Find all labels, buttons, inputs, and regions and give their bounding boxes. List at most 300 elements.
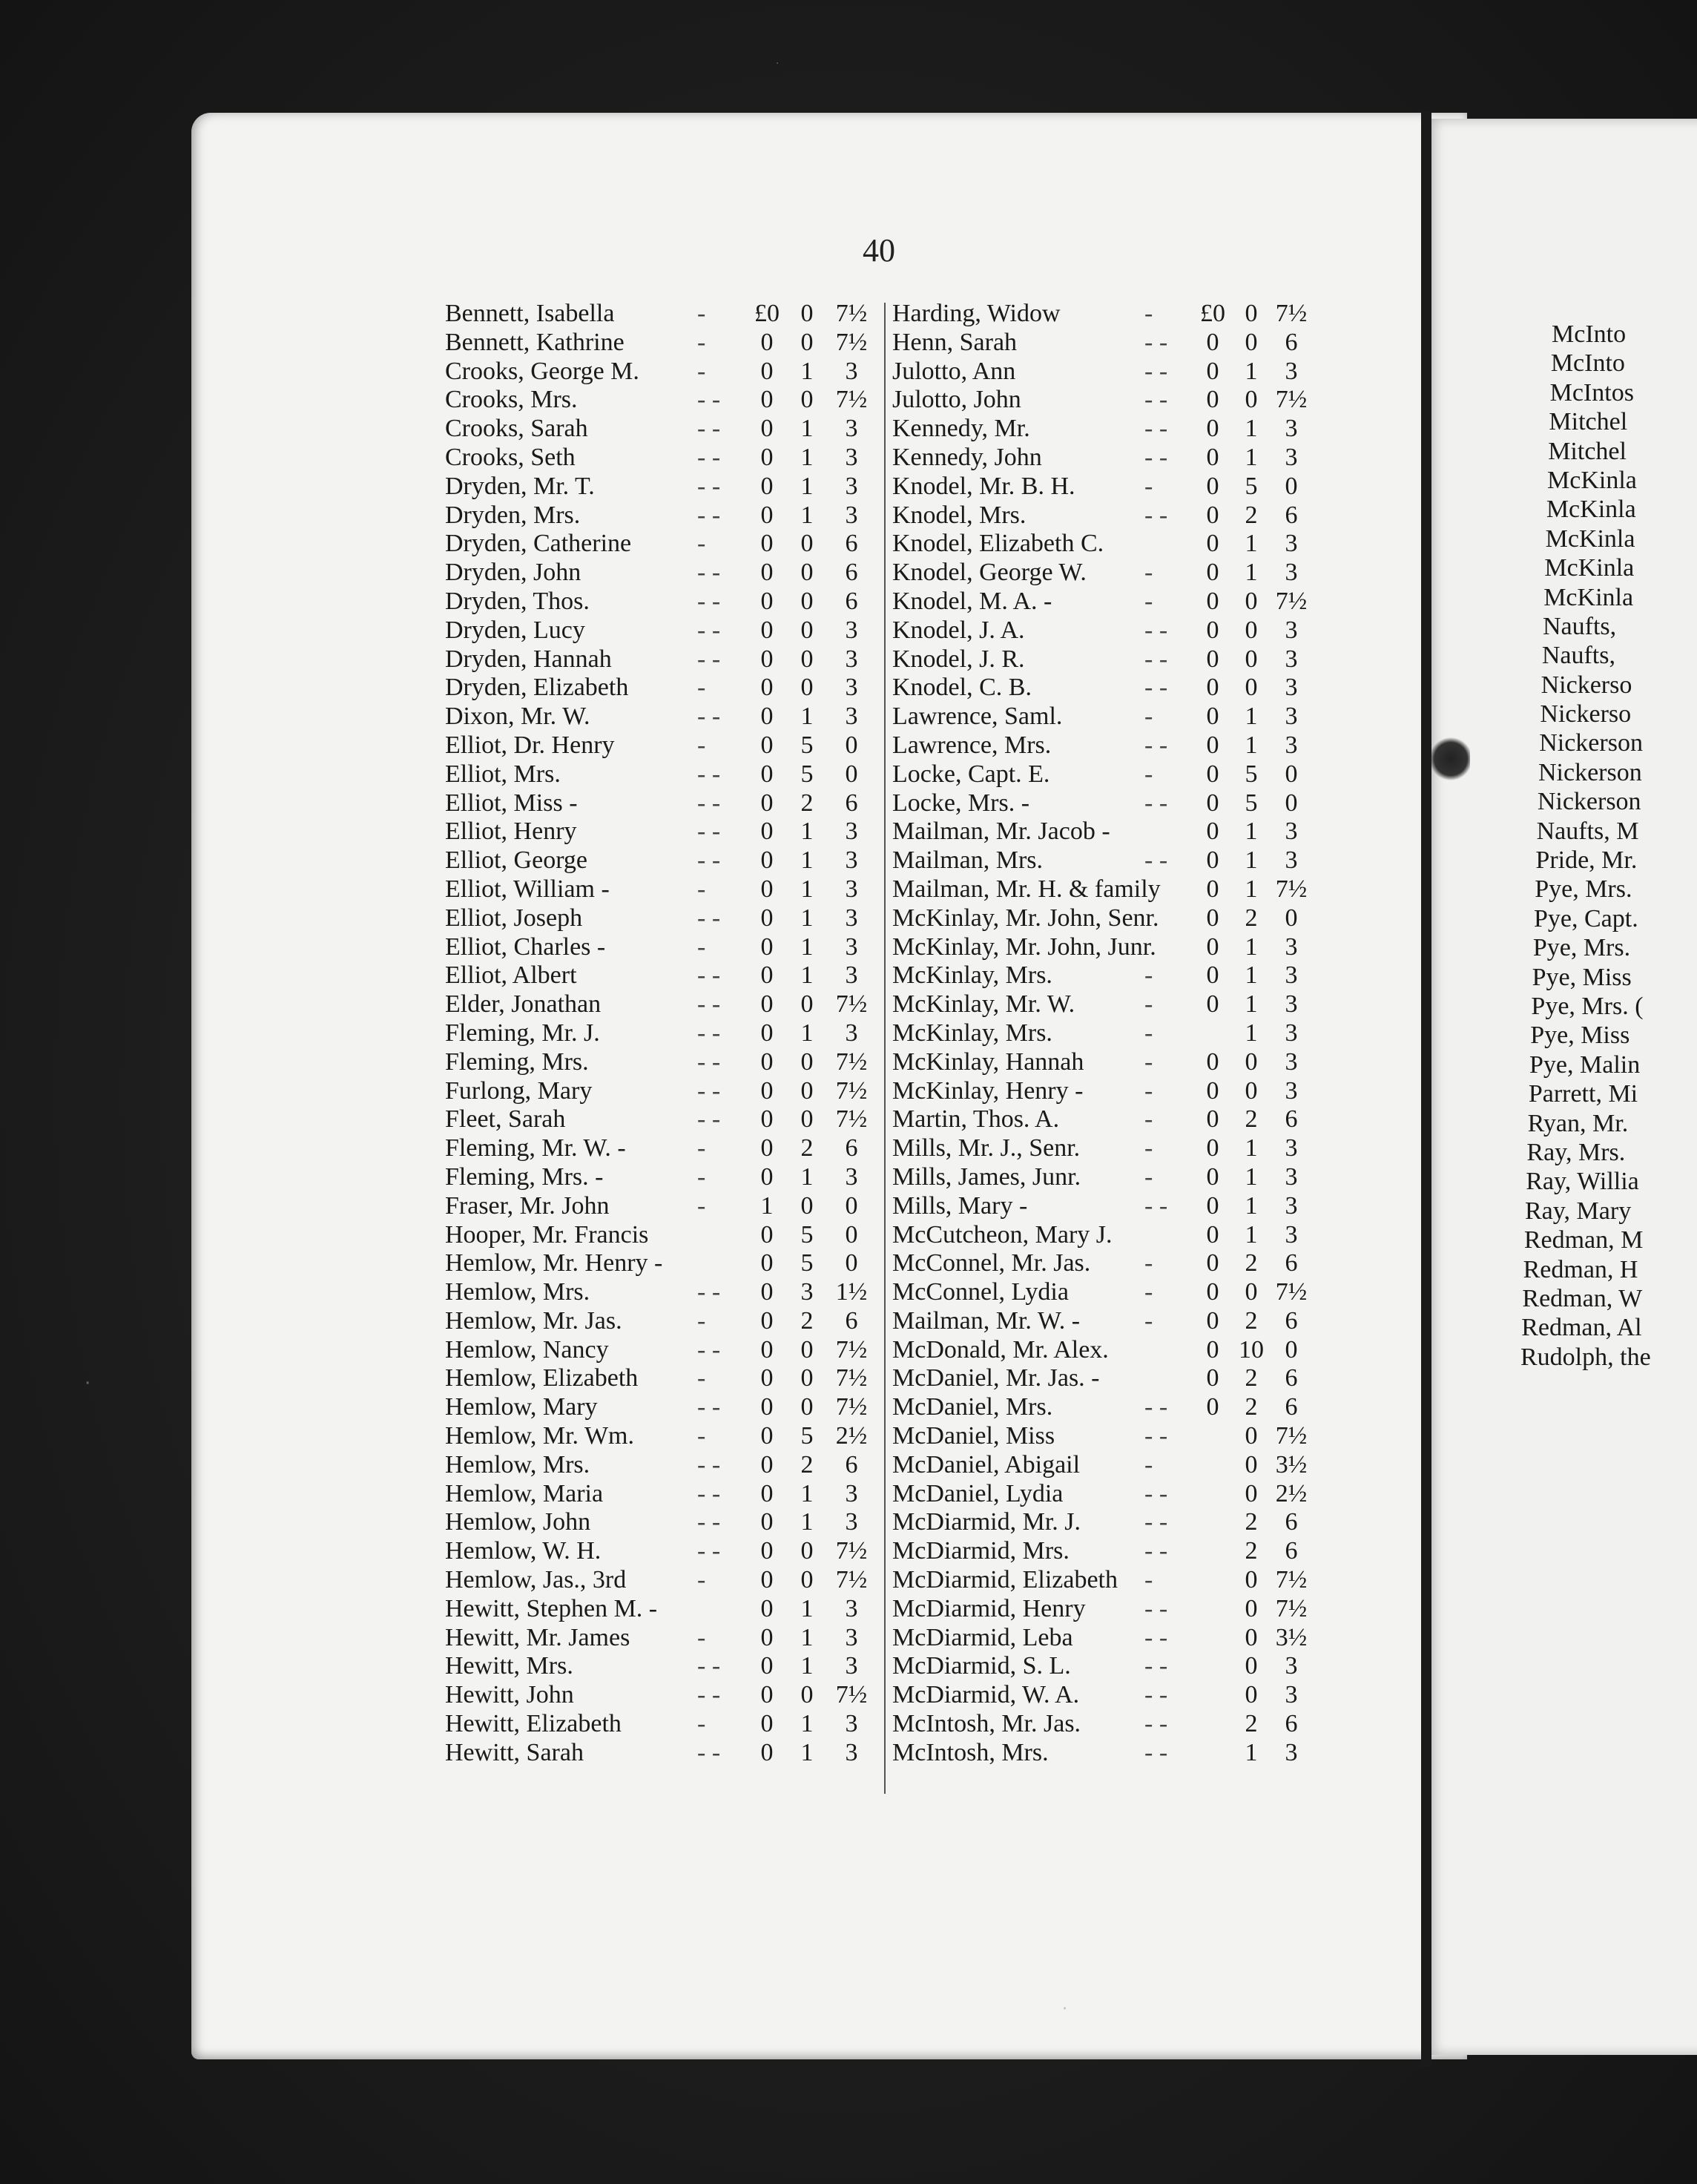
leader-dash: - (1144, 760, 1153, 788)
subscriber-name: Nickerso (1540, 700, 1632, 728)
pence-amount: 7½ (835, 1047, 868, 1076)
shillings-amount: 0 (800, 1566, 814, 1594)
subscriber-name: Kennedy, Mr. (892, 415, 1030, 443)
leader-dash: - - (697, 1047, 721, 1076)
shillings-amount: 0 (800, 1364, 814, 1392)
subscriber-name: Crooks, Seth (445, 443, 576, 471)
dust-speck: · (776, 58, 780, 70)
leader-dash: - (1144, 300, 1153, 327)
pounds-amount: 0 (760, 760, 774, 788)
subscriber-name: Hemlow, Mary (445, 1393, 598, 1421)
pence-amount: 3 (845, 1162, 858, 1191)
subscriber-name: Dryden, Lucy (445, 616, 585, 644)
leader-dash: - - (697, 703, 721, 731)
pounds-amount: 0 (760, 530, 774, 558)
subscriber-name: Knodel, Elizabeth C. (892, 530, 1104, 558)
subscriber-name: Bennett, Kathrine (445, 328, 625, 356)
pounds-amount: 0 (760, 1652, 774, 1680)
subscriber-name: Hewitt, Mr. James (445, 1623, 630, 1651)
shillings-amount: 1 (1245, 731, 1258, 759)
shillings-amount: 0 (1245, 328, 1258, 356)
list-item (1547, 466, 1637, 496)
subscriber-name: Fleming, Mrs. (445, 1047, 589, 1076)
pounds-amount: 0 (760, 933, 774, 961)
subscriber-name: McInto (1550, 349, 1625, 378)
shillings-amount: 5 (1245, 472, 1258, 500)
shillings-amount: 1 (800, 1479, 814, 1507)
leader-dash: - (697, 1566, 706, 1594)
pence-amount: 3 (845, 818, 858, 846)
subscriber-name: Naufts, M (1536, 817, 1639, 845)
pence-amount: 7½ (835, 1105, 868, 1134)
subscriber-name: Knodel, Mrs. (892, 501, 1027, 529)
list-item (1520, 1343, 1651, 1372)
pence-amount: 6 (845, 587, 858, 615)
subscriber-name: Hewitt, Mrs. (445, 1652, 573, 1680)
shillings-amount: 2 (1245, 904, 1258, 932)
list-item (1536, 817, 1639, 846)
shillings-amount: 0 (1245, 674, 1258, 702)
pounds-amount: 1 (760, 1191, 774, 1220)
subscriber-name: Mitchel (1549, 408, 1628, 436)
shillings-amount: 2 (1245, 1105, 1258, 1134)
subscriber-name: McDaniel, Lydia (892, 1479, 1064, 1507)
pence-amount: 3 (1285, 961, 1298, 990)
pounds-amount: 0 (760, 1047, 774, 1076)
subscriber-name: Elliot, Miss - (445, 789, 578, 817)
pounds-amount: 0 (760, 1508, 774, 1536)
list-item (1526, 1138, 1626, 1168)
subscriber-name: Redman, H (1523, 1255, 1638, 1283)
leader-dash: - - (697, 818, 721, 846)
pounds-amount: 0 (760, 703, 774, 731)
pounds-amount: 0 (760, 1594, 774, 1622)
leader-dash: - - (697, 1019, 721, 1047)
pence-amount: 3½ (1275, 1450, 1308, 1479)
subscriber-name: Hemlow, Mr. Wm. (445, 1422, 634, 1450)
pence-amount: 7½ (835, 1566, 868, 1594)
pence-amount: 3 (1285, 1681, 1298, 1709)
subscriber-name: Knodel, J. R. (892, 645, 1025, 673)
subscriber-name: McDiarmid, Mrs. (892, 1537, 1070, 1565)
shillings-amount: 0 (800, 559, 814, 587)
shillings-amount: 1 (800, 501, 814, 529)
list-item (1525, 1197, 1632, 1226)
subscriber-name: McKinlay, Hannah (892, 1047, 1084, 1076)
subscriber-name: Mills, James, Junr. (892, 1162, 1081, 1191)
pence-amount: 3 (1285, 443, 1298, 471)
pence-amount: 3½ (1275, 1623, 1308, 1651)
leader-dash: - (1144, 1134, 1153, 1162)
leader-dash: - - (697, 386, 721, 414)
subscriber-name: Hemlow, Mrs. (445, 1278, 590, 1306)
leader-dash: - (697, 674, 706, 702)
subscriber-name: Harding, Widow (892, 300, 1061, 327)
subscriber-name: McKinlay, Mrs. (892, 1019, 1052, 1047)
shillings-amount: 0 (800, 674, 814, 702)
leader-dash: - (697, 875, 706, 903)
leader-dash: - - (697, 616, 721, 644)
shillings-amount: 2 (1245, 1393, 1258, 1421)
shillings-amount: 1 (800, 1508, 814, 1536)
pounds-amount: 0 (1206, 1047, 1219, 1076)
pence-amount: 3 (845, 674, 858, 702)
shillings-amount: 0 (800, 616, 814, 644)
shillings-amount: 1 (1245, 559, 1258, 587)
subscriber-name: McKinla (1547, 466, 1637, 494)
shillings-amount: 5 (1245, 760, 1258, 788)
pence-amount: 7½ (1275, 1278, 1308, 1306)
dust-speck: · (1062, 2000, 1067, 2019)
subscriber-name: Elliot, Henry (445, 818, 577, 846)
leader-dash: - - (697, 789, 721, 817)
subscriber-name: Dryden, John (445, 559, 581, 587)
leader-dash: - - (1144, 1681, 1168, 1709)
pounds-amount: 0 (760, 1422, 774, 1450)
subscriber-name: Fleming, Mrs. - (445, 1162, 604, 1191)
pence-amount: 7½ (835, 990, 868, 1019)
page-number: 40 (863, 232, 895, 269)
pounds-amount: 0 (760, 1738, 774, 1766)
leader-dash: - (697, 731, 706, 759)
pence-amount: 6 (1285, 1710, 1298, 1738)
leader-dash: - (1144, 703, 1153, 731)
pence-amount: 6 (845, 1306, 858, 1335)
pence-amount: 7½ (1275, 386, 1308, 414)
pounds-amount: 0 (760, 1076, 774, 1105)
pence-amount: 3 (1285, 357, 1298, 385)
subscriber-name: Redman, M (1523, 1226, 1644, 1254)
shillings-amount: 1 (1245, 818, 1258, 846)
list-item (1535, 846, 1638, 875)
pounds-amount: 0 (760, 1220, 774, 1249)
pounds-amount: 0 (1206, 645, 1219, 673)
leader-dash: - (697, 1710, 706, 1738)
shillings-amount: 0 (800, 1393, 814, 1421)
pence-amount: 3 (1285, 530, 1298, 558)
leader-dash: - - (1144, 1738, 1168, 1766)
pence-amount: 3 (845, 846, 858, 875)
pounds-amount: 0 (760, 587, 774, 615)
shillings-amount: 0 (1245, 1479, 1258, 1507)
leader-dash: - - (1144, 386, 1168, 414)
pence-amount: 3 (1285, 1134, 1298, 1162)
pence-amount: 3 (1285, 1047, 1298, 1076)
shillings-amount: 1 (800, 904, 814, 932)
subscriber-name: Knodel, Mr. B. H. (892, 472, 1075, 500)
pounds-amount: 0 (760, 1249, 774, 1277)
shillings-amount: 3 (800, 1278, 814, 1306)
shillings-amount: 0 (800, 1191, 814, 1220)
shillings-amount: 0 (800, 1681, 814, 1709)
leader-dash: - (1144, 587, 1153, 615)
leader-dash: - (1144, 1450, 1153, 1479)
pounds-amount: 0 (1206, 875, 1219, 903)
pounds-amount: 0 (1206, 328, 1219, 356)
subscriber-name: Dryden, Elizabeth (445, 674, 629, 702)
list-item (1540, 700, 1632, 729)
subscriber-name: Dryden, Hannah (445, 645, 612, 673)
pounds-amount: 0 (1206, 731, 1219, 759)
subscriber-name: McDiarmid, Elizabeth (892, 1566, 1118, 1594)
pence-amount: 3 (1285, 1220, 1298, 1249)
subscriber-name: Fleming, Mr. W. - (445, 1134, 626, 1162)
subscriber-name: Mailman, Mrs. (892, 846, 1044, 875)
subscriber-name: McKinlay, Henry - (892, 1076, 1084, 1105)
leader-dash: - - (697, 587, 721, 615)
subscriber-name: McKinla (1546, 496, 1636, 524)
pence-amount: 3 (1285, 645, 1298, 673)
pounds-amount: 0 (1206, 1220, 1219, 1249)
pounds-amount: 0 (760, 846, 774, 875)
pounds-amount: 0 (1206, 1076, 1219, 1105)
pounds-amount: 0 (1206, 1162, 1219, 1191)
pence-amount: 3 (845, 1652, 858, 1680)
subscriber-name: McKinlay, Mr. John, Senr. (892, 904, 1159, 932)
pence-amount: 7½ (835, 1681, 868, 1709)
pence-amount: 7½ (835, 328, 868, 356)
leader-dash: - - (1144, 645, 1168, 673)
shillings-amount: 0 (1245, 1681, 1258, 1709)
shillings-amount: 5 (800, 731, 814, 759)
subscriber-name: Naufts, (1541, 642, 1615, 670)
pounds-amount: 0 (1206, 1191, 1219, 1220)
subscriber-name: Lawrence, Saml. (892, 703, 1063, 731)
subscriber-name: Hemlow, Elizabeth (445, 1364, 639, 1392)
pounds-amount: 0 (1206, 1335, 1219, 1364)
leader-dash: - - (697, 415, 721, 443)
subscriber-name: Fleming, Mr. J. (445, 1019, 600, 1047)
leader-dash: - (697, 1306, 706, 1335)
leader-dash: - - (697, 1537, 721, 1565)
leader-dash: - (697, 530, 706, 558)
subscriber-name: McDiarmid, S. L. (892, 1652, 1071, 1680)
shillings-amount: 0 (1245, 587, 1258, 615)
shillings-amount: 1 (1245, 415, 1258, 443)
pence-amount: 7½ (835, 1364, 868, 1392)
subscriber-name: Pye, Capt. (1534, 904, 1638, 933)
pence-amount: 0 (845, 1249, 858, 1277)
shillings-amount: 0 (1245, 1594, 1258, 1622)
pence-amount: 3 (845, 1623, 858, 1651)
pounds-amount: 0 (760, 1450, 774, 1479)
pence-amount: 0 (1285, 789, 1298, 817)
pence-amount: 3 (1285, 933, 1298, 961)
subscriber-name: McKinla (1545, 524, 1635, 553)
pence-amount: 3 (845, 1019, 858, 1047)
shillings-amount: 0 (800, 530, 814, 558)
list-item (1538, 758, 1642, 788)
shillings-amount: 2 (800, 1450, 814, 1479)
subscriber-name: Pye, Malin (1529, 1050, 1641, 1079)
pounds-amount: 0 (760, 1479, 774, 1507)
shillings-amount: 0 (800, 328, 814, 356)
subscriber-name: Pye, Miss (1530, 1022, 1630, 1050)
subscriber-name: Hemlow, Mr. Henry - (445, 1249, 663, 1277)
leader-dash: - (1144, 1019, 1153, 1047)
subscriber-name: Hooper, Mr. Francis (445, 1220, 649, 1249)
pence-amount: 6 (1285, 1364, 1298, 1392)
subscriber-name: Rudolph, the (1520, 1343, 1651, 1371)
list-item (1543, 583, 1634, 613)
pence-amount: 3 (1285, 731, 1298, 759)
leader-dash: - (1144, 990, 1153, 1019)
list-item (1522, 1284, 1643, 1314)
subscriber-name: McIntosh, Mr. Jas. (892, 1710, 1081, 1738)
leader-dash: - - (697, 1508, 721, 1536)
pounds-amount: 0 (760, 616, 774, 644)
shillings-amount: 1 (1245, 1191, 1258, 1220)
pence-amount: 7½ (1275, 300, 1308, 327)
pounds-amount: 0 (760, 328, 774, 356)
pounds-amount: 0 (1206, 818, 1219, 846)
list-item (1527, 1109, 1629, 1139)
subscriber-name: Pye, Mrs. (1532, 934, 1631, 962)
leader-dash: - - (1144, 674, 1168, 702)
list-item (1550, 349, 1625, 378)
subscriber-name: McConnel, Mr. Jas. (892, 1249, 1091, 1277)
pounds-amount: 0 (760, 875, 774, 903)
shillings-amount: 5 (800, 1220, 814, 1249)
shillings-amount: 1 (800, 472, 814, 500)
pounds-amount: 0 (760, 674, 774, 702)
shillings-amount: 2 (1245, 1306, 1258, 1335)
leader-dash: - (1144, 1566, 1153, 1594)
subscriber-name: Elder, Jonathan (445, 990, 602, 1019)
pence-amount: 3 (845, 1594, 858, 1622)
shillings-amount: 2 (1245, 1710, 1258, 1738)
pence-amount: 3 (845, 703, 858, 731)
pence-amount: 3 (1285, 616, 1298, 644)
subscriber-name: Crooks, Mrs. (445, 386, 578, 414)
pence-amount: 7½ (835, 1076, 868, 1105)
list-item (1523, 1255, 1638, 1285)
pence-amount: 7½ (835, 1393, 868, 1421)
shillings-amount: 1 (800, 846, 814, 875)
shillings-amount: 1 (800, 1594, 814, 1622)
leader-dash: - (1144, 1105, 1153, 1134)
subscriber-name: Mailman, Mr. H. & family (892, 875, 1161, 903)
pounds-amount: 0 (760, 731, 774, 759)
list-item (1541, 642, 1615, 671)
leader-dash: - - (1144, 846, 1168, 875)
pence-amount: 6 (1285, 1249, 1298, 1277)
leader-dash: - (697, 300, 706, 327)
list-item (1529, 1050, 1641, 1080)
pence-amount: 0 (1285, 904, 1298, 932)
shillings-amount: 0 (1245, 1278, 1258, 1306)
shillings-amount: 0 (1245, 616, 1258, 644)
pence-amount: 6 (845, 1450, 858, 1479)
pence-amount: 7½ (1275, 875, 1308, 903)
pence-amount: 3 (845, 933, 858, 961)
subscriber-name: Locke, Capt. E. (892, 760, 1050, 788)
pounds-amount: 0 (1206, 530, 1219, 558)
shillings-amount: 0 (1245, 1450, 1258, 1479)
leader-dash: - - (1144, 1623, 1168, 1651)
leader-dash: - (697, 933, 706, 961)
subscriber-name: Hemlow, Nancy (445, 1335, 609, 1364)
pence-amount: 6 (845, 559, 858, 587)
leader-dash: - - (697, 1738, 721, 1766)
list-item (1549, 408, 1628, 437)
pence-amount: 6 (1285, 1306, 1298, 1335)
subscriber-name: Hemlow, Mr. Jas. (445, 1306, 622, 1335)
leader-dash: - - (1144, 1537, 1168, 1565)
subscriber-name: Elliot, George (445, 846, 587, 875)
subscriber-name: Mills, Mr. J., Senr. (892, 1134, 1081, 1162)
shillings-amount: 1 (800, 1652, 814, 1680)
dust-speck: · (85, 1372, 91, 1395)
pence-amount: 2½ (1275, 1479, 1308, 1507)
pence-amount: 6 (1285, 1105, 1298, 1134)
leader-dash: - - (697, 1479, 721, 1507)
shillings-amount: 2 (1245, 1249, 1258, 1277)
pounds-amount: 0 (1206, 357, 1219, 385)
shillings-amount: 1 (1245, 443, 1258, 471)
leader-dash: - (697, 1364, 706, 1392)
subscriber-name: Locke, Mrs. - (892, 789, 1030, 817)
shillings-amount: 0 (800, 587, 814, 615)
shillings-amount: 1 (1245, 1220, 1258, 1249)
subscriber-name: Knodel, C. B. (892, 674, 1032, 702)
pence-amount: 0 (1285, 760, 1298, 788)
pounds-amount: 0 (760, 1393, 774, 1421)
shillings-amount: 1 (800, 875, 814, 903)
subscriber-name: Martin, Thos. A. (892, 1105, 1060, 1134)
pounds-amount: 0 (760, 961, 774, 990)
shillings-amount: 1 (1245, 1134, 1258, 1162)
pounds-amount: 0 (760, 1019, 774, 1047)
shillings-amount: 5 (800, 1249, 814, 1277)
pounds-amount: 0 (1206, 1364, 1219, 1392)
pounds-amount: 0 (1206, 1249, 1219, 1277)
subscriber-name: McDaniel, Abigail (892, 1450, 1081, 1479)
subscriber-name: McKinla (1543, 583, 1634, 611)
subscriber-name: Pye, Miss (1532, 963, 1632, 991)
subscriber-name: Knodel, J. A. (892, 616, 1025, 644)
leader-dash: - (697, 1422, 706, 1450)
shillings-amount: 1 (1245, 357, 1258, 385)
pounds-amount: 0 (1206, 1278, 1219, 1306)
pounds-amount: 0 (1206, 587, 1219, 615)
pence-amount: 3 (845, 501, 858, 529)
subscriber-name: McConnel, Lydia (892, 1278, 1069, 1306)
subscriber-name: McDiarmid, W. A. (892, 1681, 1080, 1709)
subscriber-name: Dryden, Mrs. (445, 501, 581, 529)
leader-dash: - - (697, 1681, 721, 1709)
subscriber-name: Pride, Mr. (1535, 846, 1638, 875)
shillings-amount: 0 (800, 1076, 814, 1105)
subscriber-name: Julotto, Ann (892, 357, 1016, 385)
leader-dash: - - (1144, 501, 1168, 529)
subscriber-name: Elliot, William - (445, 875, 610, 903)
pence-amount: 3 (1285, 1191, 1298, 1220)
pounds-amount: 0 (760, 1681, 774, 1709)
leader-dash: - - (697, 645, 721, 673)
pounds-amount: 0 (1206, 559, 1219, 587)
leader-dash: - (697, 1191, 706, 1220)
pounds-amount: 0 (1206, 933, 1219, 961)
list-item (1534, 904, 1638, 934)
pence-amount: 3 (1285, 1076, 1298, 1105)
subscriber-name: Hemlow, Mrs. (445, 1450, 590, 1479)
leader-dash: - - (1144, 616, 1168, 644)
subscriber-name: McKinlay, Mr. John, Junr. (892, 933, 1156, 961)
list-item (1531, 992, 1644, 1022)
leader-dash: - - (697, 1393, 721, 1421)
list-item (1537, 788, 1641, 817)
